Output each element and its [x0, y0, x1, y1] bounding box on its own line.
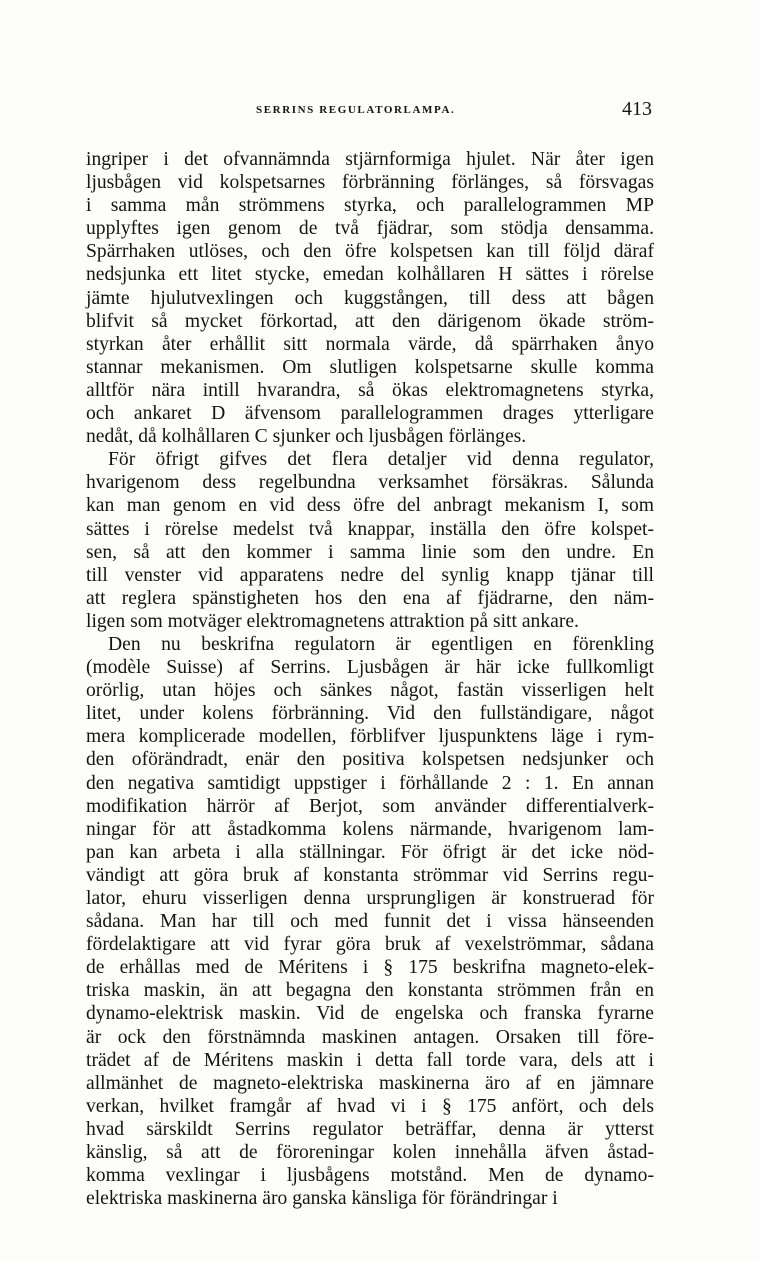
text-line: trädet af de Méritens maskin i detta fall torde vara, dels att i — [86, 1049, 654, 1071]
text-line: orörlig, utan höjes och sänkes något, fastän visserligen helt — [86, 680, 654, 702]
text-line: litet, under kolens förbränning. Vid den fullständigare, något — [86, 703, 654, 725]
text-line: att reglera spänstigheten hos den ena af fjädrarne, den näm- — [86, 587, 654, 609]
running-title: SERRINS REGULATORLAMPA. — [256, 104, 456, 116]
text-line: ingriper i det ofvannämnda stjärnformiga hjulet. När åter igen — [86, 149, 654, 170]
text-line: i samma mån strömmens styrka, och parallelogrammen MP — [86, 195, 654, 217]
text-line: ningar för att åstadkomma kolens närmande, hvarigenom lam- — [86, 818, 654, 840]
text-line: den oförändradt, enär den positiva kolspetsen nedsjunker och — [86, 749, 654, 771]
text-line: kan man genom en vid dess öfre del anbragt mekanism I, som — [86, 495, 654, 517]
text-line: de erhållas med de Méritens i § 175 beskrifna magneto-elek- — [86, 957, 654, 979]
text-line: sen, så att den kommer i samma linie som den undre. En — [86, 541, 654, 563]
text-line: lator, ehuru visserligen denna ursprungligen är konstruerad för — [86, 888, 654, 909]
text-line: blifvit så mycket förkortad, att den därigenom ökade ström- — [86, 310, 654, 332]
text-line: modifikation härrör af Berjot, som använder differentialverk- — [86, 795, 654, 817]
body-text — [86, 148, 654, 1210]
text-line: ligen som motväger elektromagnetens attraktion på sitt ankare. — [86, 610, 579, 632]
text-line: Spärrhaken utlöses, och den öfre kolspetsen kan till följd däraf — [86, 241, 654, 263]
text-line: till venster vid apparatens nedre del synlig knapp tjänar till — [86, 564, 654, 586]
text-line: sådana. Man har till och med funnit det i vissa hänseenden — [86, 911, 654, 933]
text-line: känslig, så att de föroreningar kolen innehålla äfven åstad- — [86, 1142, 654, 1164]
text-line: Den nu beskrifna regulatorn är egentligen en förenkling — [108, 633, 654, 655]
text-line: styrkan åter erhållit sitt normala värde, då spärrhaken ånyo — [86, 333, 654, 355]
text-line: nedåt, då kolhållaren C sjunker och ljusbågen förlänges. — [86, 426, 527, 448]
text-line: triska maskin, än att begagna den konstanta strömmen från en — [86, 980, 654, 1002]
text-line: pan kan arbeta i alla ställningar. För öfrigt är det icke nöd- — [86, 841, 654, 863]
text-line: allmänhet de magneto-elektriska maskinerna äro af en jämnare — [86, 1072, 654, 1094]
text-line: ljusbågen vid kolspetsarnes förbränning förlänges, så försvagas — [86, 172, 654, 194]
text-line: fördelaktigare att vid fyrar göra bruk af vexelströmmar, sådana — [86, 934, 654, 956]
text-line: komma vexlingar i ljusbågens motstånd. Men de dynamo- — [86, 1165, 654, 1187]
page-number: 413 — [622, 98, 652, 120]
text-line: är ock den förstnämnda maskinen antagen. Orsaken till före- — [86, 1026, 654, 1048]
text-line: upplyftes igen genom de två fjädrar, som stödja densamma. — [86, 218, 654, 240]
paragraph — [86, 633, 654, 1210]
text-line: nedsjunka ett litet stycke, emedan kolhållaren H sättes i rörelse — [86, 264, 654, 286]
text-line: sättes i rörelse medelst två knappar, inställa den öfre kolspet- — [86, 518, 654, 540]
text-line: vändigt att göra bruk af konstanta strömmar vid Serrins regu- — [86, 864, 654, 886]
text-line: den negativa samtidigt uppstiger i förhållande 2 : 1. En annan — [86, 772, 654, 794]
paragraph — [86, 148, 654, 448]
running-head — [88, 98, 658, 124]
text-line: verkan, hvilket framgår af hvad vi i § 175 anfört, och dels — [86, 1095, 654, 1117]
text-line: mera komplicerade modellen, förblifver ljuspunktens läge i rym- — [86, 726, 654, 748]
paragraph — [86, 448, 654, 633]
text-line: och ankaret D äfvensom parallelogrammen drages ytterligare — [86, 403, 654, 425]
text-line: hvad särskildt Serrins regulator beträffar, denna är ytterst — [86, 1118, 654, 1140]
text-line: (modèle Suisse) af Serrins. Ljusbågen är här icke fullkomligt — [86, 657, 654, 679]
text-line: alltför nära intill hvarandra, så ökas elektromagnetens styrka, — [86, 379, 654, 401]
text-line: hvarigenom dess regelbundna verksamhet försäkras. Sålunda — [86, 472, 654, 494]
text-line: dynamo-elektrisk maskin. Vid de engelska och franska fyrarne — [86, 1003, 654, 1025]
text-line: jämte hjulutvexlingen och kuggstången, till dess att bågen — [86, 287, 654, 309]
text-line: stannar mekanismen. Om slutligen kolspetsarne skulle komma — [86, 356, 654, 378]
text-line: elektriska maskinerna äro ganska känsliga för förändringar i — [86, 1188, 558, 1210]
text-line: För öfrigt gifves det flera detaljer vid denna regulator, — [108, 449, 654, 471]
